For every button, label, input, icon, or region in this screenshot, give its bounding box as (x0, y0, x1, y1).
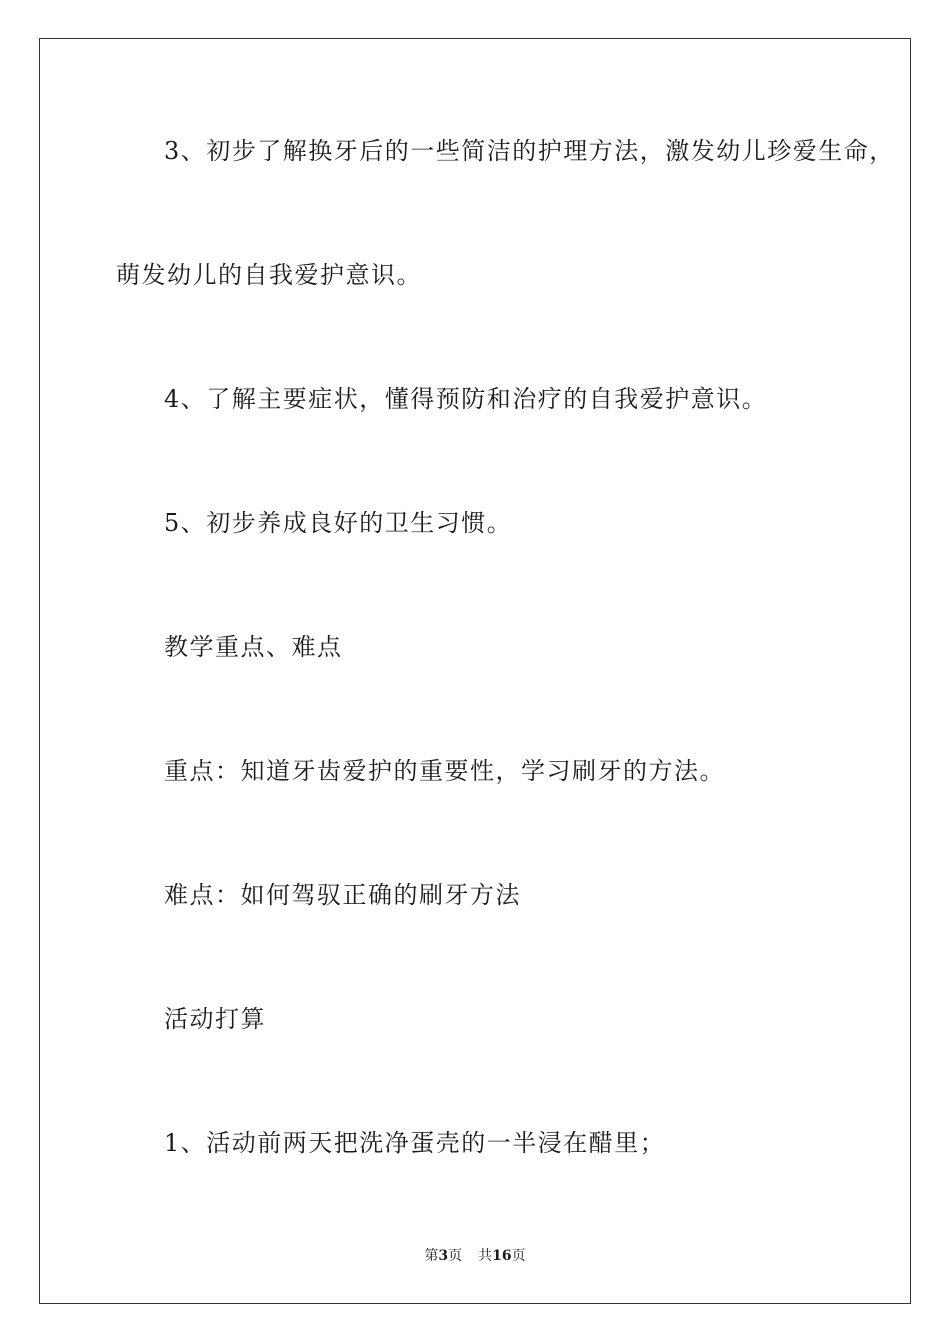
footer-page-suffix: 页 (448, 1248, 463, 1264)
paragraph-goal-5: 5、初步养成良好的卫生习惯。 (164, 509, 513, 537)
paragraph-goal-3: 3、初步了解换牙后的一些简洁的护理方法，激发幼儿珍爱生命， (164, 137, 895, 165)
section-heading-activity-plan: 活动打算 (164, 1005, 266, 1033)
footer-current-page: 3 (438, 1248, 449, 1264)
page-footer (0, 1246, 950, 1266)
paragraph-goal-4: 4、了解主要症状，懂得预防和治疗的自我爱护意识。 (164, 385, 768, 413)
footer-total-suffix: 页 (511, 1248, 526, 1264)
page-border (39, 38, 911, 1304)
paragraph-goal-3-continued: 萌发幼儿的自我爱护意识。 (116, 261, 422, 289)
paragraph-key-point: 重点：知道牙齿爱护的重要性，学习刷牙的方法。 (164, 757, 725, 785)
paragraph-activity-step-1: 1、活动前两天把洗净蛋壳的一半浸在醋里； (164, 1129, 666, 1157)
paragraph-difficult-point: 难点：如何驾驭正确的刷牙方法 (164, 881, 521, 909)
footer-total-prefix: 共 (478, 1248, 493, 1264)
footer-page-prefix: 第 (424, 1248, 439, 1264)
footer-total-pages: 16 (492, 1248, 512, 1264)
section-heading-key-points: 教学重点、难点 (164, 633, 343, 661)
